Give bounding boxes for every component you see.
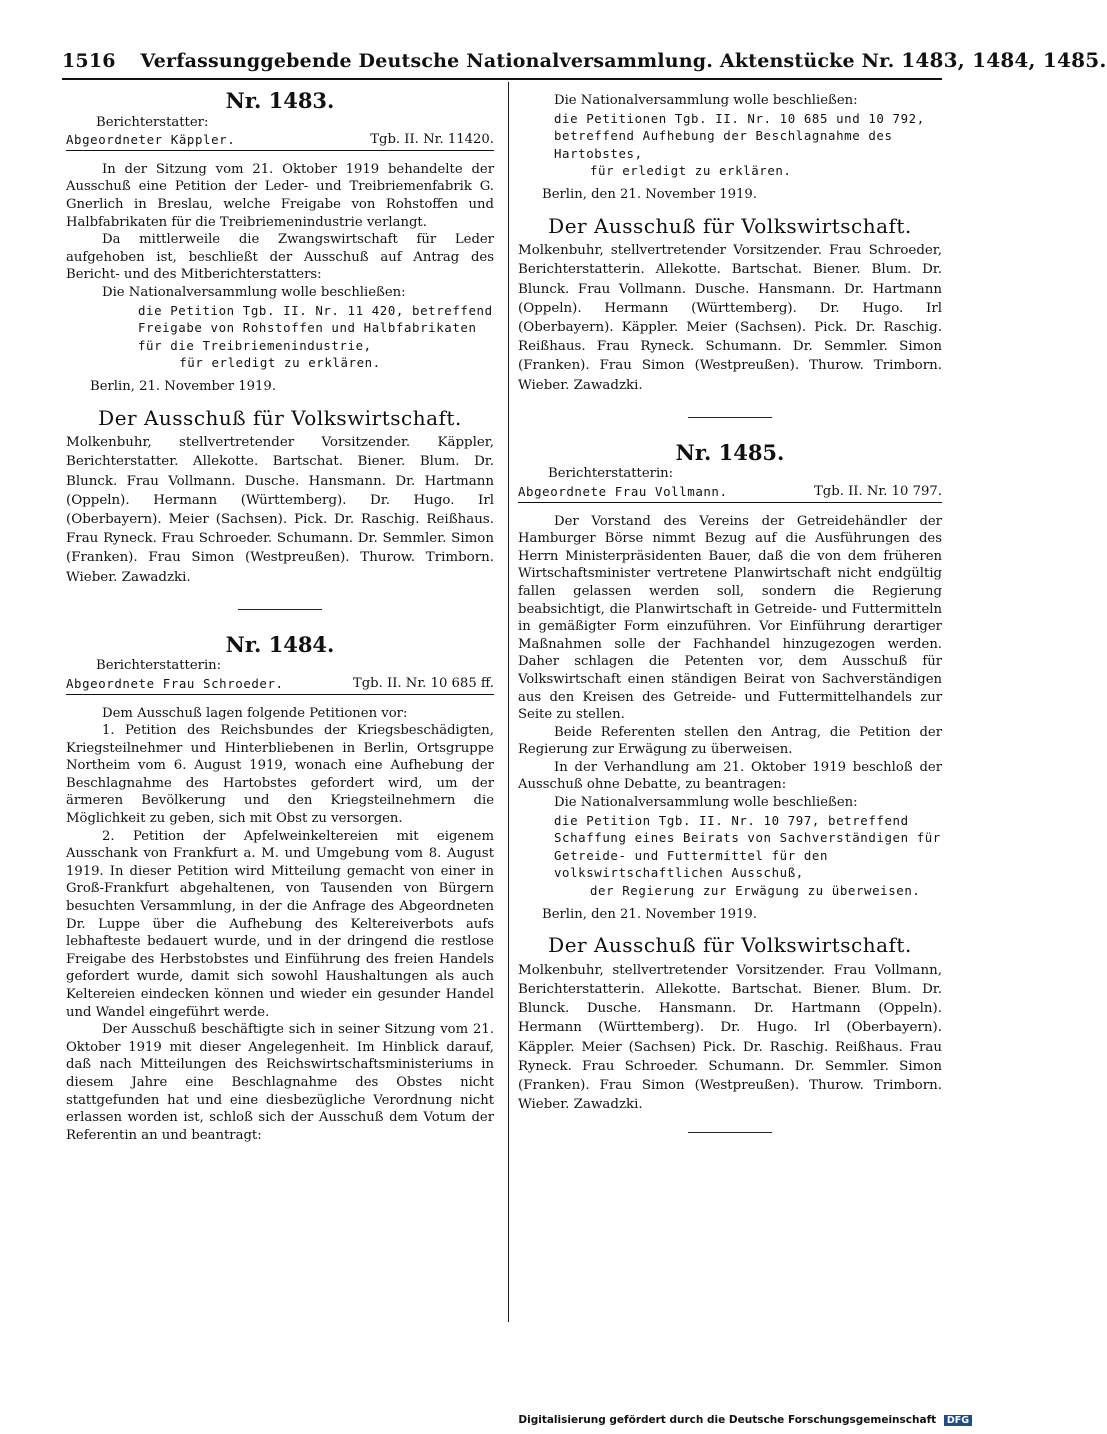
committee-members: Molkenbuhr, stellvertretender Vorsitzender. Frau Vollmann, Berichterstatterin. Allekotte. Bartschat. Biener. Blum. Dr. Blunck. Dusche. Hansmann. Dr. Hartmann (Oppeln). Hermann (Württemberg). Dr. Hugo. Irl (Oberbayern). Käppler. Meier (Sachsen) Pick. Dr. Raschig. Reißhaus. Frau Ryneck. Frau Schroeder. Schumann. Dr. Semmler. Simon (Franken). Frau Simon (Westpreußen). Thurow. Trimborn. Wieber. Zawadzki. (518, 962, 942, 1113)
resolution-text: die Petitionen Tgb. II. Nr. 10 685 und 10 792, betreffend Aufhebung der Beschlagnahme des Hartobstes, (554, 110, 925, 161)
tgb-number: Tgb. II. Nr. 10 685 ff. (352, 675, 494, 691)
section-separator (238, 609, 322, 610)
resolution-end: für erledigt zu erklären. (179, 355, 381, 371)
paragraph: Dem Ausschuß lagen folgende Petitionen vor: (102, 705, 408, 721)
column-divider (508, 82, 509, 1322)
resolution-end: für erledigt zu erklären. (590, 163, 792, 179)
tgb-number: Tgb. II. Nr. 10 797. (814, 483, 942, 499)
committee-title: Der Ausschuß für Volkswirtschaft. (98, 405, 462, 430)
credit-text: Digitalisierung gefördert durch die Deutsche Forschungsgemeinschaft (518, 1414, 937, 1426)
resolution-intro: Die Nationalversammlung wolle beschließen: (554, 795, 858, 811)
section-separator (688, 1132, 772, 1133)
section-heading-1483: Nr. 1483. (225, 88, 335, 113)
date-line: Berlin, den 21. November 1919. (542, 186, 757, 202)
resolution-intro: Die Nationalversammlung wolle beschließen: (102, 284, 406, 300)
resolution-text: die Petition Tgb. II. Nr. 11 420, betreffend Freigabe von Rohstoffen und Halbfabrikaten für die Treibriemenindustrie, (138, 302, 493, 353)
paragraph: 1. Petition des Reichsbundes der Kriegsbeschädigten, Kriegsteilnehmer und Hinterbliebenen in Berlin, Ortsgruppe Northeim vom 6. August 1919, wonach eine Aufhebung der Beschlagnahme des Hartobstes gefordert wird, um der ärmeren Bevölkerung und den Kriegsteilnehmern die Möglichkeit zu geben, sich mit Obst zu versorgen. (66, 723, 494, 827)
reporter-label: Berichterstatterin: (96, 658, 222, 674)
reporter-name: Abgeordneter Käppler. (66, 132, 236, 148)
committee-members: Molkenbuhr, stellvertretender Vorsitzender. Frau Schroeder, Berichterstatterin. Allekotte. Bartschat. Biener. Blum. Dr. Blunck. Frau Vollmann. Dusche. Hansmann. Dr. Hartmann (Oppeln). Hermann (Württemberg). Dr. Hugo. Irl (Oberbayern). Käppler. Meier (Sachsen). Pick. Dr. Raschig. Reißhaus. Frau Ryneck. Schumann. Dr. Semmler. Simon (Franken). Frau Simon (Westpreußen). Thurow. Trimborn. Wieber. Zawadzki. (518, 243, 942, 393)
tgb-number: Tgb. II. Nr. 11420. (370, 132, 494, 148)
paragraph: In der Verhandlung am 21. Oktober 1919 beschloß der Ausschuß ohne Debatte, zu beantragen: (518, 759, 942, 793)
reporter-line (66, 131, 494, 151)
reporter-line (518, 483, 942, 503)
resolution-text: die Petition Tgb. II. Nr. 10 797, betreffend Schaffung eines Beirats von Sachverständigen für Getreide- und Futtermittel für den volkswirtschaftlichen Ausschuß, (554, 812, 941, 881)
header-title: Verfassunggebende Deutsche Nationalversammlung. (140, 50, 714, 72)
committee-title: Der Ausschuß für Volkswirtschaft. (548, 213, 912, 238)
committee-title: Der Ausschuß für Volkswirtschaft. (548, 933, 912, 958)
resolution-end: der Regierung zur Erwägung zu überweisen. (590, 883, 921, 899)
reporter-name: Abgeordnete Frau Vollmann. (518, 483, 728, 499)
dfg-logo: DFG (944, 1415, 972, 1426)
reporter-line (66, 675, 494, 695)
reporter-label: Berichterstatter: (96, 114, 209, 130)
date-line: Berlin, den 21. November 1919. (542, 906, 757, 922)
digitization-credit (518, 1414, 972, 1426)
paragraph: Der Ausschuß beschäftigte sich in seiner Sitzung vom 21. Oktober 1919 mit dieser Angelegenheit. Im Hinblick darauf, daß nach Mitteilungen des Reichswirtschaftsministeriums in diesem Jahre eine Beschlagnahme des Obstes nicht stattgefunden hat und eine diesbezügliche Verordnung nicht erlassen worden ist, schloß sich der Ausschuß dem Votum der Referentin an und beantragt: (66, 1022, 494, 1143)
header-doc-ids: 1483, 1484, 1485. (901, 48, 1107, 72)
page-header (62, 48, 1107, 72)
date-line: Berlin, 21. November 1919. (90, 378, 277, 394)
header-doc-prefix: Aktenstücke Nr. (719, 50, 895, 72)
section-separator (688, 417, 772, 418)
left-column (66, 88, 494, 1144)
resolution-intro: Die Nationalversammlung wolle beschließen: (554, 93, 858, 108)
reporter-label: Berichterstatterin: (548, 466, 674, 482)
paragraph: In der Sitzung vom 21. Oktober 1919 behandelte der Ausschuß eine Petition der Leder- und Treibriemenfabrik G. Gnerlich in Breslau, welche Freigabe von Rohstoffen und Halbfabrikaten für die Treibriemenindustrie verlangt. (66, 161, 494, 230)
paragraph: Der Vorstand des Vereins der Getreidehändler der Hamburger Börse nimmt Bezug auf die Ausführungen des Herrn Ministerpräsidenten Bauer, daß die von dem früheren Wirtschaftsminister vertretene Planwirtschaft nicht endgültig fallen gelassen werden soll, sondern die Regierung beabsichtigt, die Planwirtschaft in Getreide- und Futtermitteln in gemäßigter Form einzuführen. Vor Einführung derartiger Maßnahmen solle der Fachhandel hinzugezogen werden. Daher schlagen die Petenten vor, dem Ausschuß für Volkswirtschaft einen ständigen Beirat von Sachverständigen aus den Kreisen des Getreide- und Futtermittelhandels zur Seite zu stellen. (518, 513, 942, 723)
paragraph: Beide Referenten stellen den Antrag, die Petition der Regierung zur Erwägung zu überweisen. (518, 724, 942, 758)
paragraph: Da mittlerweile die Zwangswirtschaft für Leder aufgehoben ist, beschließt der Ausschuß auf Antrag des Bericht- und des Mitberichterstatters: (66, 232, 494, 283)
right-column (518, 92, 942, 1133)
reporter-name: Abgeordnete Frau Schroeder. (66, 675, 284, 691)
section-heading-1484: Nr. 1484. (225, 631, 335, 657)
header-rule (62, 78, 942, 80)
section-heading-1485: Nr. 1485. (675, 439, 785, 465)
paragraph: 2. Petition der Apfelweinkeltereien mit eigenem Ausschank von Frankfurt a. M. und Umgebung vom 8. August 1919. In dieser Petition wird Mitteilung gemacht von einer in Groß-Frankfurt abgehaltenen, von Tausenden von Bürgern besuchten Versammlung, in der die Anfrage des Abgeordneten Dr. Luppe über die Aufhebung des Keltereiverbots aufs lebhafteste bedauert wurde, und in der dringend die restlose Freigabe des Herbstobstes und Einführung des freien Handels gefordert wurde, damit sich sowohl Haushaltungen als auch Keltereien eindecken können und wieder ein gesunder Handel und Wandel eingeführt werde. (66, 828, 494, 1020)
committee-members: Molkenbuhr, stellvertretender Vorsitzender. Käppler, Berichterstatter. Allekotte. Bartschat. Biener. Blum. Dr. Blunck. Frau Vollmann. Dusche. Hansmann. Dr. Hartmann (Oppeln). Hermann (Württemberg). Dr. Hugo. Irl (Oberbayern). Meier (Sachsen). Pick. Dr. Raschig. Reißhaus. Frau Ryneck. Frau Schroeder. Schumann. Dr. Semmler. Simon (Franken). Frau Simon (Westpreußen). Thurow. Trimborn. Wieber. Zawadzki. (66, 435, 494, 585)
page-number: 1516 (62, 50, 116, 72)
